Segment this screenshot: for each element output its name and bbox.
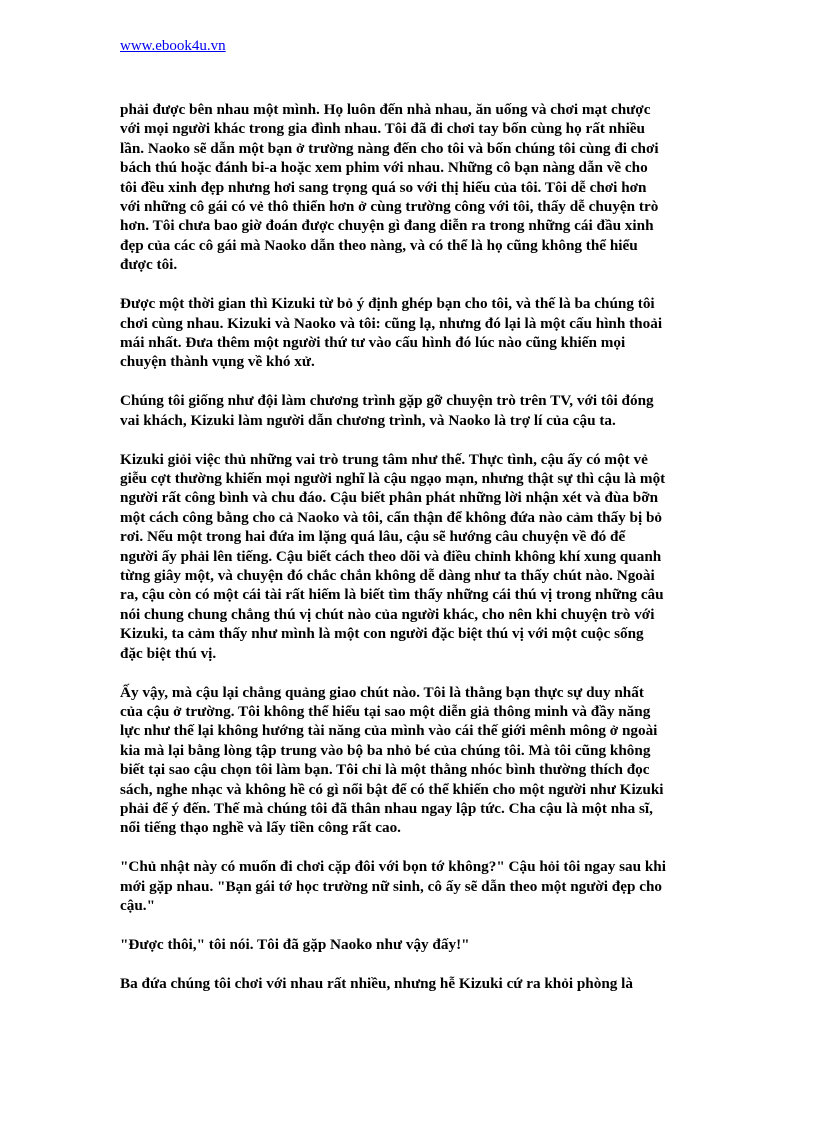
paragraph: Ấy vậy, mà cậu lại chẳng quảng giao chút nào. Tôi là thằng bạn thực sự duy nhất của cậu ở trường. Tôi không thể hiểu tại sao một diễn giả thông minh và đầy năng lực như thế lại không hướng tài năng của mình vào cái thế giới mênh mông ở ngoài kia mà lại bằng lòng tập trung vào bộ ba nhỏ bé của chúng tôi. Mà tôi cũng không biết tại sao cậu chọn tôi làm bạn. Tôi chỉ là một thằng nhóc bình thường thích đọc sách, nghe nhạc và không hề có gì nổi bật để có thể khiến cho một người như Kizuki phải để ý đến. Thế mà chúng tôi đã thân nhau ngay lập tức. Cha cậu là một nha sĩ, nổi tiếng thạo nghề và lấy tiền công rất cao. <box>120 683 664 837</box>
document-body <box>120 100 700 1013</box>
paragraph: "Được thôi," tôi nói. Tôi đã gặp Naoko như vậy đấy!" <box>120 936 470 954</box>
paragraph: Chúng tôi giống như đội làm chương trình gặp gỡ chuyện trò trên TV, với tôi đóng vai khách, Kizuki làm người dẫn chương trình, và Naoko là trợ lí của cậu ta. <box>120 392 654 429</box>
paragraph: Kizuki giỏi việc thủ những vai trò trung tâm như thế. Thực tình, cậu ấy có một vẻ giễu cợt thường khiến mọi người nghĩ là cậu ngạo mạn, nhưng thật sự thì cậu là một người rất công bình và chu đáo. Cậu biết phân phát những lời nhận xét và đùa bỡn một cách công bằng cho cả Naoko và tôi, cẩn thận để không đứa nào cảm thấy bị bỏ rơi. Nếu một trong hai đứa im lặng quá lâu, cậu sẽ hướng câu chuyện về đó để người ấy phải lên tiếng. Cậu biết cách theo dõi và điều chỉnh không khí xung quanh từng giây một, và chuyện đó chắc chắn không dễ dàng như ta thấy chút nào. Ngoài ra, cậu còn có một cái tài rất hiếm là biết tìm thấy những cái thú vị trong những câu nói chung chung chẳng thú vị chút nào của người khác, cho nên khi chuyện trò với Kizuki, ta cảm thấy như mình là một con người đặc biệt thú vị với một cuộc sống đặc biệt thú vị. <box>120 450 666 662</box>
paragraph: phải được bên nhau một mình. Họ luôn đến nhà nhau, ăn uống và chơi mạt chược với mọi người khác trong gia đình nhau. Tôi đã đi chơi tay bốn cùng họ rất nhiều lần. Naoko sẽ dẫn một bạn ở trường nàng đến cho tôi và bốn chúng tôi cùng đi chơi bách thú hoặc đánh bi-a hoặc xem phim với nhau. Những cô bạn nàng dẫn về cho tôi đều xinh đẹp nhưng hơi sang trọng quá so với thị hiếu của tôi. Tôi dễ chơi hơn với những cô gái có vẻ thô thiển hơn ở cùng trường công với tôi, thấy dễ chuyện trò hơn. Tôi chưa bao giờ đoán được chuyện gì đang diễn ra trong những cái đầu xinh đẹp của các cô gái mà Naoko dẫn theo nàng, và có thể là họ cũng không thể hiểu được tôi. <box>120 101 659 274</box>
paragraph: "Chủ nhật này có muốn đi chơi cặp đôi với bọn tớ không?" Cậu hỏi tôi ngay sau khi mới gặp nhau. "Bạn gái tớ học trường nữ sinh, cô ấy sẽ dẫn theo một người đẹp cho cậu." <box>120 858 666 915</box>
ebook-site-link[interactable]: www.ebook4u.vn <box>120 38 226 54</box>
paragraph: Ba đứa chúng tôi chơi với nhau rất nhiều, nhưng hễ Kizuki cứ ra khỏi phòng là <box>120 974 633 992</box>
paragraph: Được một thời gian thì Kizuki từ bỏ ý định ghép bạn cho tôi, và thế là ba chúng tôi chơi cùng nhau. Kizuki và Naoko và tôi: cũng lạ, nhưng đó lại là một cấu hình thoải mái nhất. Đưa thêm một người thứ tư vào cấu hình đó lúc nào cũng khiến mọi chuyện thành vụng về khó xử. <box>120 295 663 371</box>
